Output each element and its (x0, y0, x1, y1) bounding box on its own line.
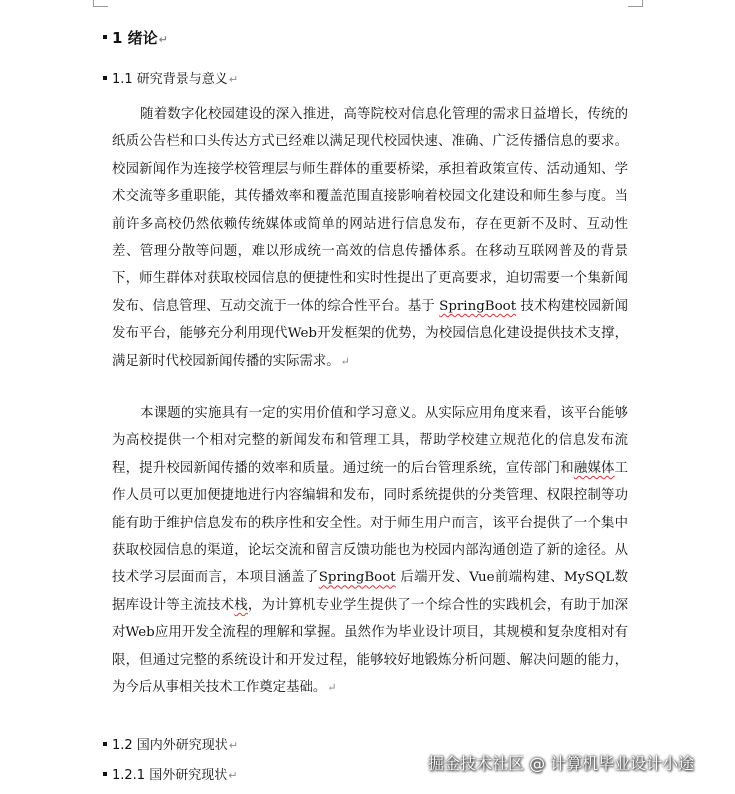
paragraph-2-text-d: ，为计算机专业学生提供了一个综合性的实践机会，有助于加深对Web应用开发全流程的理解和掌握。虽然作为毕业设计项目，其规模和复杂度相对有限，但通过完整的系统设计和开发过程，能够较好地锻炼分析问题、解决问题的能力，为今后从事相关技术工作奠定基础。 (112, 597, 629, 696)
spellcheck-word-rongmeiti: 融媒体 (573, 460, 615, 476)
heading-1 (103, 27, 168, 48)
paragraph-mark-icon: ↵ (228, 739, 239, 752)
heading-3-foreign-research (103, 764, 237, 783)
paragraph-mark-icon: ↵ (158, 33, 168, 46)
list-bullet-icon (103, 35, 107, 39)
heading-2-background (103, 68, 238, 87)
paragraph-2-text-a: 本课题的实施具有一定的实用价值和学习意义。从实际应用角度来看，该平台能够为高校提供一个相对完整的新闻发布和管理工具，帮助学校建立规范化的信息发布流程，提升校园新闻传播的效率和质量。通过统一的后台管理系统，宣传部门和 (112, 406, 628, 476)
list-bullet-icon (103, 742, 107, 746)
heading-2-background-text: 1.1 研究背景与意义 (112, 72, 228, 87)
list-bullet-icon (103, 772, 107, 776)
spellcheck-word-springboot: SpringBoot (318, 570, 396, 586)
paragraph-1-text-b: 技术构建校园新闻发布平台，能够充分利用现代Web开发框架的优势，为校园信息化建设提供技术支撑，满足新时代校园新闻传播的实际需求。 (112, 298, 629, 369)
paragraph-2-text-c: 后端开发、Vue前端构建、MySQL数据库设计等主流技术 (112, 570, 628, 613)
heading-2-research-status (103, 734, 238, 753)
paragraph-mark-icon: ↵ (228, 769, 238, 782)
paragraph-background (112, 101, 628, 375)
spellcheck-word-springboot: SpringBoot (439, 298, 517, 314)
heading-2-research-status-text: 1.2 国内外研究现状 (112, 738, 228, 753)
watermark: 掘金技术社区 @ 计算机毕业设计小途 (428, 754, 695, 773)
crop-mark-left (93, 0, 108, 7)
paragraph-mark-icon: ↵ (228, 73, 239, 86)
heading-1-text: 1 绪论 (112, 29, 158, 47)
paragraph-1-text-a: 随着数字化校园建设的深入推进，高等院校对信息化管理的需求日益增长，传统的纸质公告栏和口头传达方式已经难以满足现代校园快速、准确、广泛传播信息的要求。校园新闻作为连接学校管理层与师生群体的重要桥梁，承担着政策宣传、活动通知、学术交流等多重职能，其传播效率和覆盖范围直接影响着校园文化建设和师生参与度。当前许多高校仍然依赖传统媒体或简单的网站进行信息发布，存在更新不及时、互动性差、管理分散等问题，难以形成统一高效的信息传播体系。在移动互联网普及的背景下，师生群体对获取校园信息的便捷性和实时性提出了更高要求，迫切需要一个集新闻发布、信息管理、互动交流于一体的综合性平台。基于 (112, 107, 628, 314)
spellcheck-word-zhan: 栈 (234, 597, 248, 613)
crop-mark-right (628, 0, 643, 7)
heading-3-foreign-research-text: 1.2.1 国外研究现状 (112, 768, 228, 783)
paragraph-significance (112, 400, 628, 701)
paragraph-mark-icon: ↵ (340, 354, 350, 368)
list-bullet-icon (103, 76, 107, 80)
paragraph-2-text-b: 工作人员可以更加便捷地进行内容编辑和发布，同时系统提供的分类管理、权限控制等功能有助于维护信息发布的秩序性和安全性。对于师生用户而言，该平台提供了一个集中获取校园信息的渠道，论坛交流和留言反馈功能也为校园内部沟通创造了新的途径。从技术学习层面而言，本项目涵盖了 (112, 460, 629, 586)
paragraph-mark-icon: ↵ (327, 681, 337, 695)
